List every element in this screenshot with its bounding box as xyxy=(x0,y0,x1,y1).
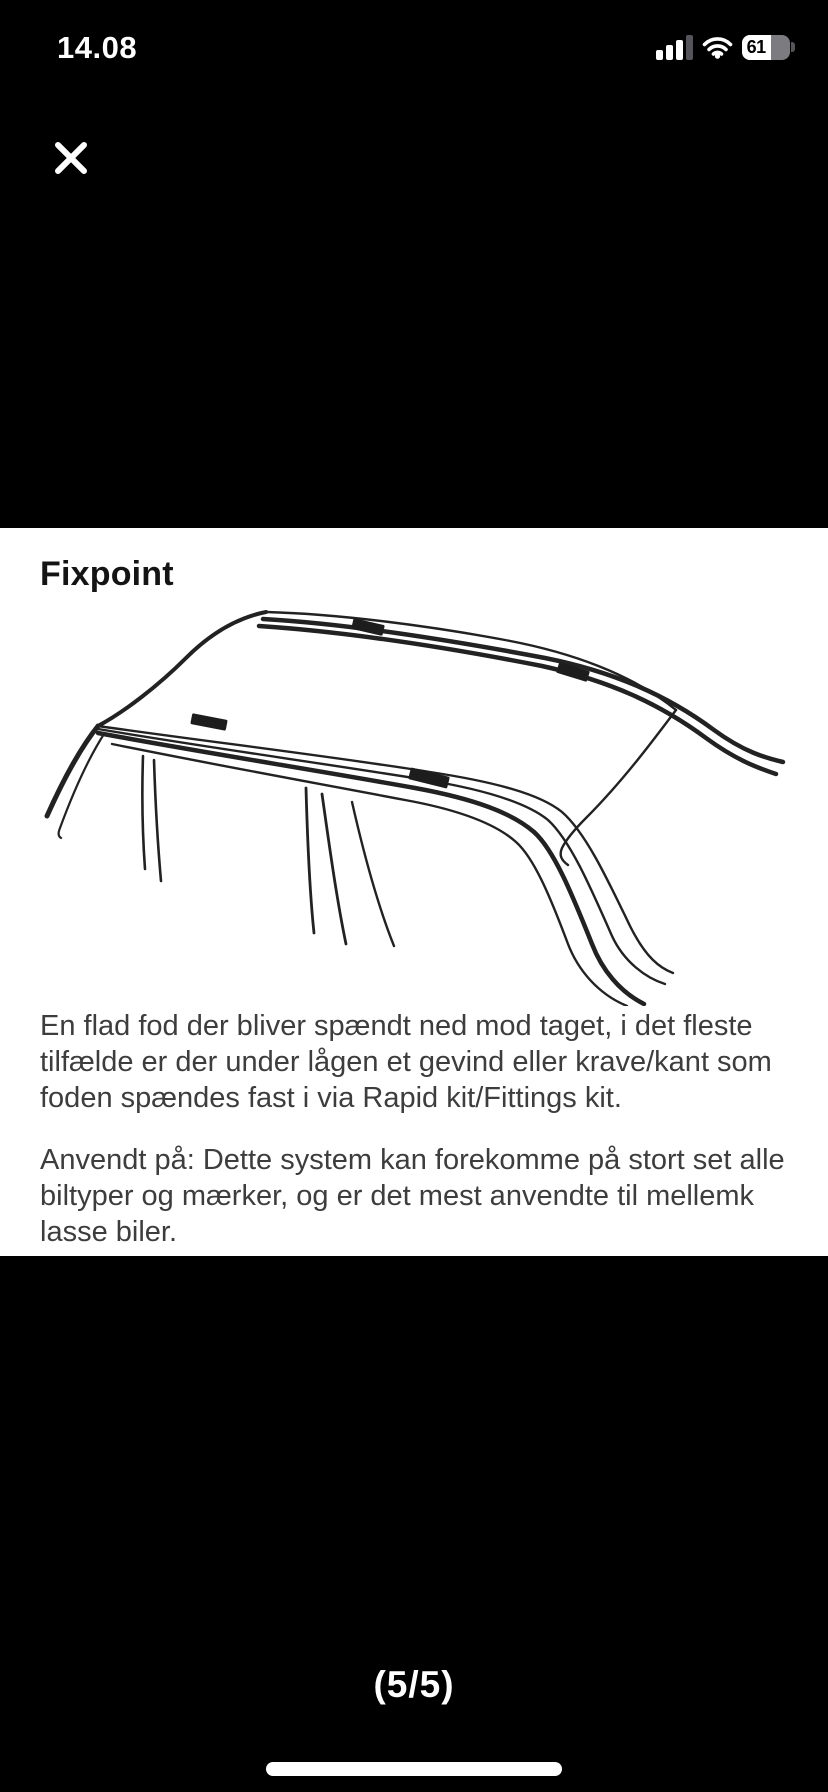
battery-percent-label: 61 xyxy=(746,36,766,57)
page-counter: (5/5) xyxy=(373,1664,455,1705)
car-roof-fixpoint-diagram xyxy=(0,596,828,1006)
text-line: foden spændes fast i via Rapid kit/Fittings kit. xyxy=(40,1082,622,1114)
info-sheet[interactable] xyxy=(0,528,828,1256)
page-title: Fixpoint xyxy=(40,555,174,593)
text-line: En flad fod der bliver spændt ned mod taget, i det fleste xyxy=(40,1010,753,1042)
close-button[interactable] xyxy=(48,136,94,182)
status-icons xyxy=(656,33,796,61)
status-time: 14.08 xyxy=(57,30,138,65)
cellular-signal-icon xyxy=(656,35,693,60)
text-line: biltyper og mærker, og er det mest anvendte til mellemk xyxy=(40,1180,755,1212)
home-indicator[interactable] xyxy=(266,1762,562,1776)
close-icon xyxy=(53,140,89,179)
text-line: tilfælde er der under lågen et gevind eller krave/kant som xyxy=(40,1046,772,1078)
fixpoint-marks xyxy=(190,618,590,789)
usage-paragraph xyxy=(40,1142,788,1250)
wifi-icon xyxy=(702,35,733,59)
battery-icon xyxy=(742,35,796,60)
text-line: Anvendt på: Dette system kan forekomme på stort set alle xyxy=(40,1144,785,1176)
description-paragraph xyxy=(40,1008,788,1116)
status-bar xyxy=(0,0,828,70)
fixpoint-mark xyxy=(190,713,227,731)
text-line: lasse biler. xyxy=(40,1216,178,1248)
fixpoint-mark xyxy=(408,767,450,788)
